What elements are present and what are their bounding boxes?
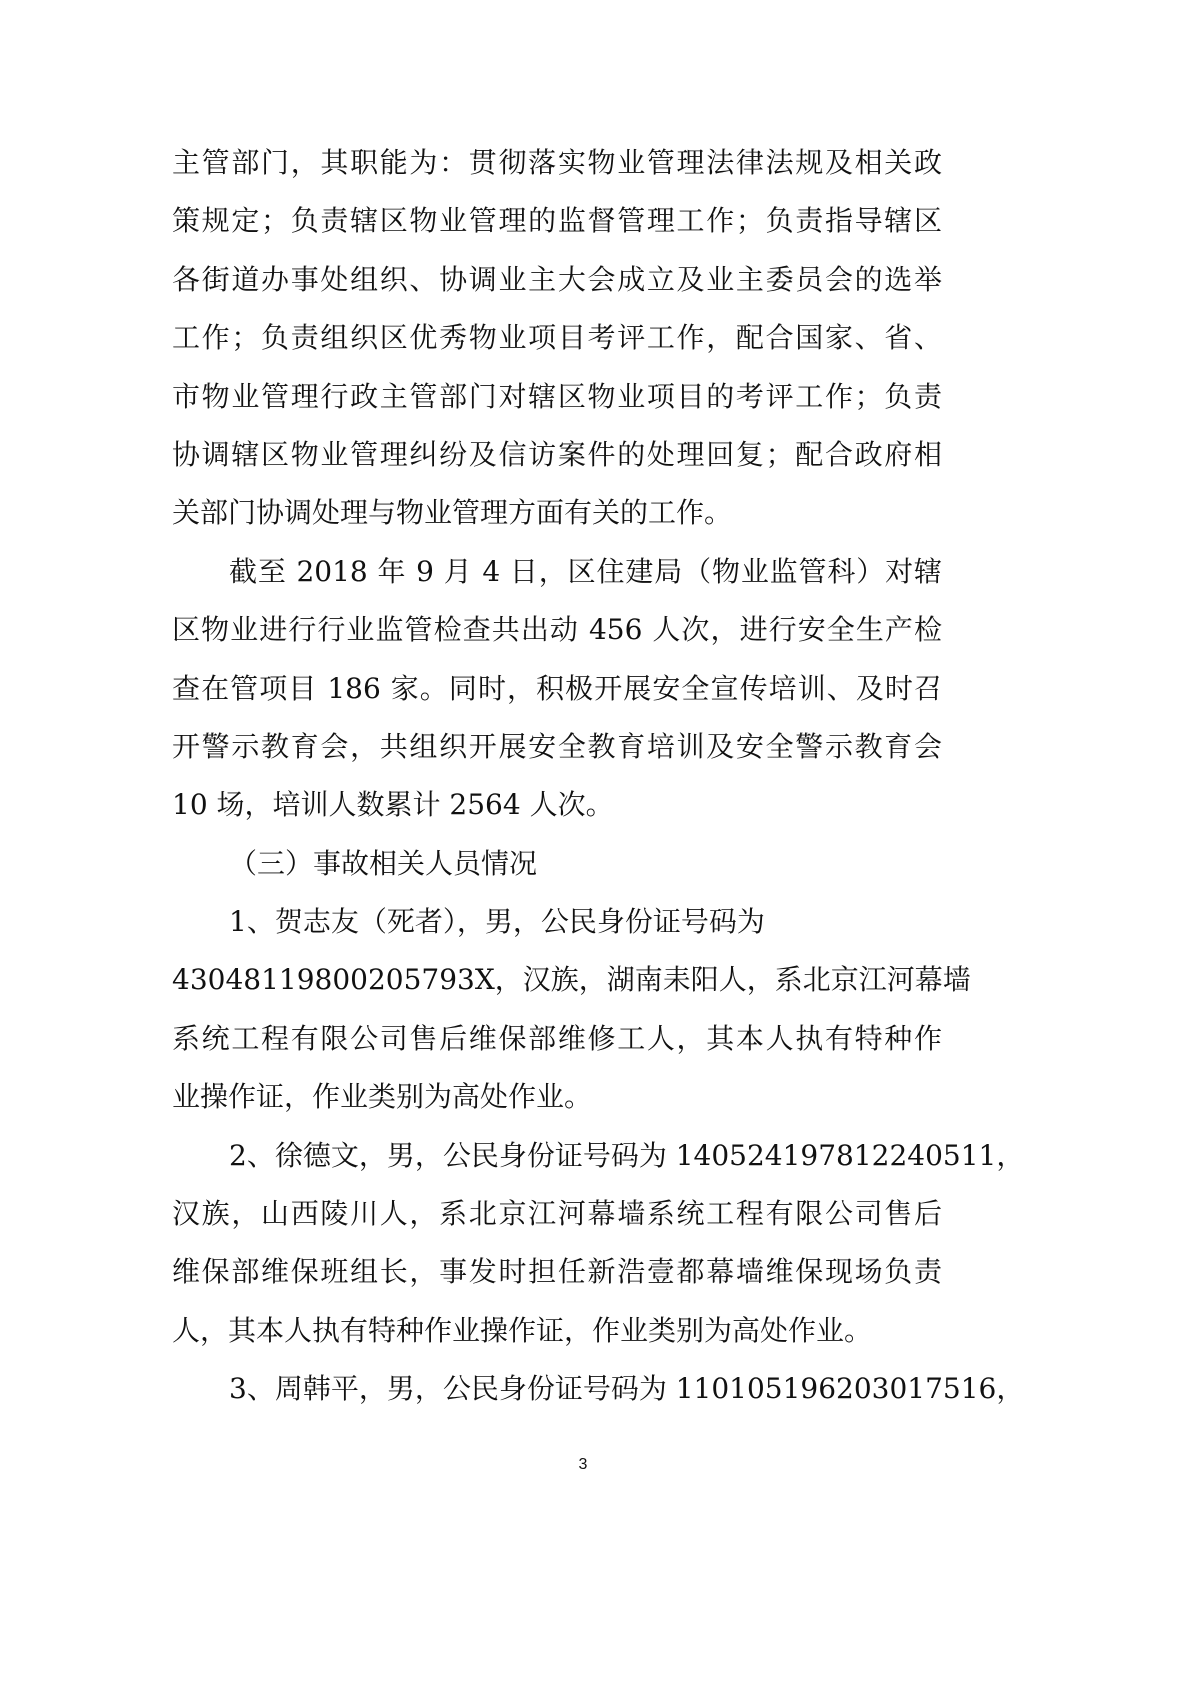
text-line: 3、周韩平，男，公民身份证号码为 110105196203017516， [229, 1372, 1025, 1406]
text-line: 开警示教育会，共组织开展安全教育培训及安全警示教育会 [172, 729, 942, 763]
text-line: 查在管项目 186 家。同时，积极开展安全宣传培训、及时召 [172, 671, 942, 705]
text-line: 维保部维保班组长，事发时担任新浩壹都幕墙维保现场负责 [172, 1255, 942, 1289]
text-line: 截至 2018 年 9 月 4 日，区住建局（物业监管科）对辖 [229, 554, 942, 588]
text-line: 各街道办事处组织、协调业主大会成立及业主委员会的选举 [172, 262, 942, 296]
text-line: 关部门协调处理与物业管理方面有关的工作。 [172, 496, 733, 530]
text-line: 10 场，培训人数累计 2564 人次。 [172, 788, 614, 822]
text-line: 市物业管理行政主管部门对辖区物业项目的考评工作；负责 [172, 379, 942, 413]
text-line: 1、贺志友（死者），男，公民身份证号码为 [229, 905, 765, 939]
page-number: 3 [578, 1456, 588, 1473]
text-line: 系统工程有限公司售后维保部维修工人，其本人执有特种作 [172, 1021, 942, 1055]
text-line: 区物业进行行业监管检查共出动 456 人次，进行安全生产检 [172, 613, 942, 647]
text-line: 策规定；负责辖区物业管理的监督管理工作；负责指导辖区 [172, 204, 942, 238]
section-heading: （三）事故相关人员情况 [229, 846, 538, 880]
text-line: 工作；负责组织区优秀物业项目考评工作，配合国家、省、 [172, 321, 942, 355]
text-line: 43048119800205793X，汉族，湖南耒阳人，系北京江河幕墙 [172, 963, 971, 997]
text-line: 主管部门，其职能为：贯彻落实物业管理法律法规及相关政 [172, 146, 942, 179]
text-line: 汉族，山西陵川人，系北京江河幕墙系统工程有限公司售后 [172, 1197, 942, 1231]
text-line: 人，其本人执有特种作业操作证，作业类别为高处作业。 [172, 1313, 873, 1347]
text-line: 业操作证，作业类别为高处作业。 [172, 1080, 593, 1114]
document-body [172, 134, 1025, 1419]
text-line: 2、徐德文，男，公民身份证号码为 140524197812240511， [229, 1138, 1025, 1172]
text-line: 协调辖区物业管理纠纷及信访案件的处理回复；配合政府相 [172, 437, 942, 471]
